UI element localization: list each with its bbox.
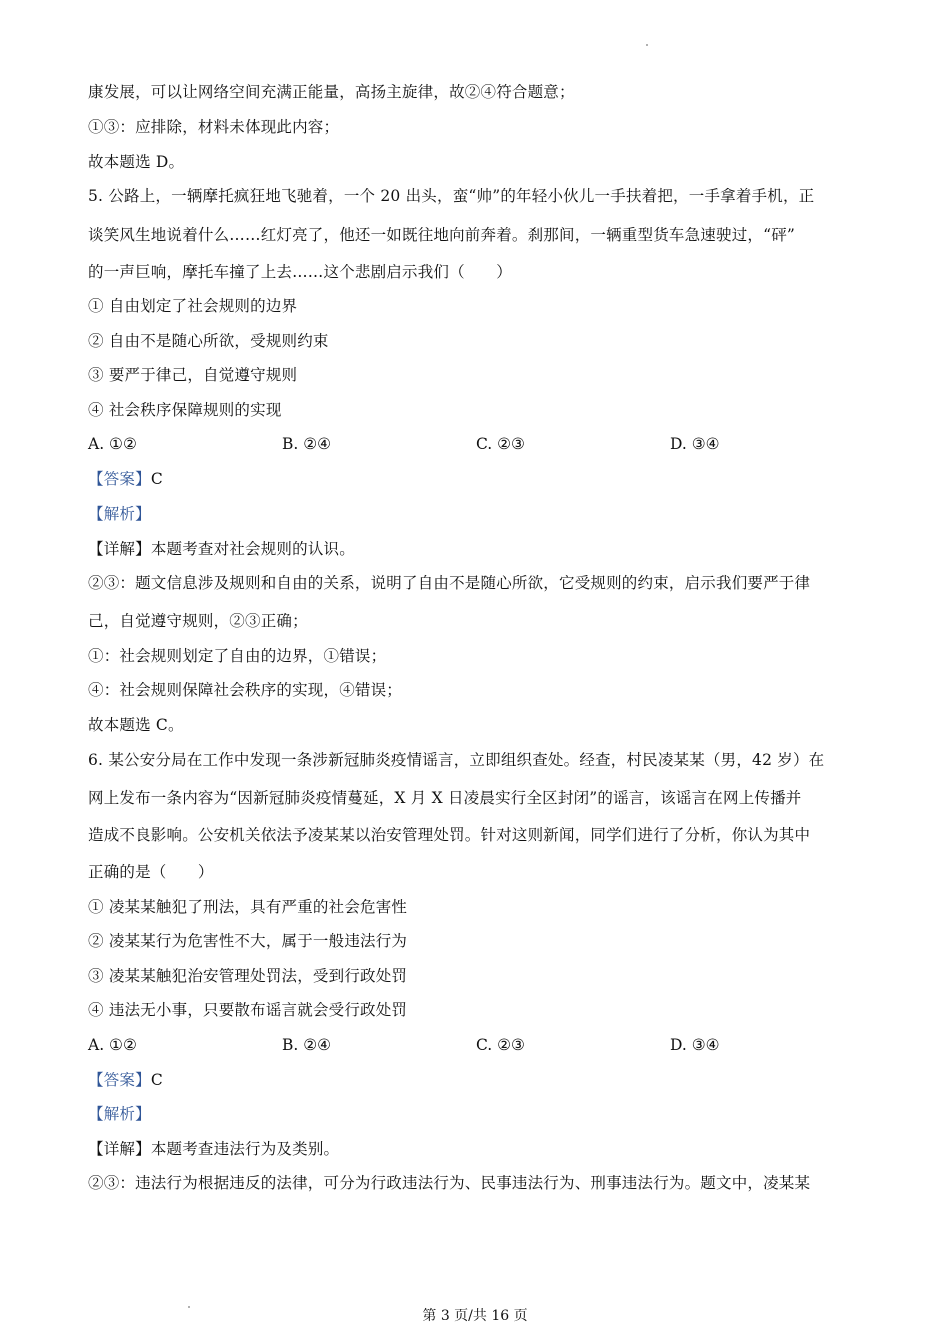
- q5-explain-line: ②③：题文信息涉及规则和自由的关系，说明了自由不是随心所欲，它受规则的约束，启示我们要严于律: [88, 574, 811, 592]
- q6-option-b: B. ②④: [282, 1036, 332, 1054]
- answer-value: C: [150, 470, 163, 488]
- detail-tag: 【详解】: [88, 1140, 151, 1158]
- text-line: 康发展，可以让网络空间充满正能量，高扬主旋律，故②④符合题意；: [88, 83, 575, 101]
- q5-item: ④ 社会秩序保障规则的实现: [88, 401, 282, 419]
- q6-stem-line: 网上发布一条内容为“因新冠肺炎疫情蔓延，X 月 X 日凌晨实行全区封闭”的谣言，该谣言在网上传播并: [88, 789, 802, 807]
- q6-option-c: C. ②③: [476, 1036, 525, 1054]
- q6-answer-line: [88, 1070, 163, 1090]
- answer-tag: 【答案】: [88, 470, 151, 488]
- q5-detail-line: [88, 539, 355, 559]
- q5-explain-line: 己，自觉遵守规则，②③正确；: [88, 612, 308, 630]
- q6-option-d: D. ③④: [670, 1036, 720, 1054]
- text-line: 故本题选 D。: [88, 153, 185, 171]
- q6-item: ① 凌某某触犯了刑法，具有严重的社会危害性: [88, 898, 408, 916]
- q5-explain-line: 故本题选 C。: [88, 716, 184, 734]
- q5-answer-line: [88, 469, 163, 489]
- q5-stem-line: 5. 公路上，一辆摩托疯狂地飞驰着，一个 20 出头，蛮“帅”的年轻小伙儿一手扶着把，一手拿着手机，正: [88, 187, 815, 205]
- q5-explain-line: ①：社会规则划定了自由的边界，①错误；: [88, 647, 387, 665]
- page-footer: 第 3 页/共 16 页: [422, 1308, 528, 1324]
- q5-item: ② 自由不是随心所欲，受规则约束: [88, 332, 329, 350]
- q5-stem-line: 的一声巨响，摩托车撞了上去……这个悲剧启示我们（ ）: [88, 263, 512, 281]
- detail-text: 本题考查违法行为及类别。: [150, 1140, 340, 1158]
- q6-stem-line: 正确的是（ ）: [88, 863, 214, 881]
- text-line: ①③：应排除，材料未体现此内容；: [88, 118, 340, 136]
- analysis-tag: 【解析】: [88, 505, 151, 523]
- q5-option-d: D. ③④: [670, 435, 720, 453]
- answer-tag: 【答案】: [88, 1071, 151, 1089]
- q5-option-a: A. ①②: [88, 435, 137, 453]
- q6-option-a: A. ①②: [88, 1036, 137, 1054]
- q5-explain-line: ④：社会规则保障社会秩序的实现，④错误；: [88, 681, 403, 699]
- q6-item: ④ 违法无小事，只要散布谣言就会受行政处罚: [88, 1001, 408, 1019]
- q5-item: ① 自由划定了社会规则的边界: [88, 297, 298, 315]
- q6-stem-line: 造成不良影响。公安机关依法予凌某某以治安管理处罚。针对这则新闻，同学们进行了分析，你认为其中: [88, 826, 811, 844]
- q5-analysis-line: [88, 504, 151, 524]
- q6-stem-line: 6. 某公安分局在工作中发现一条涉新冠肺炎疫情谣言，立即组织查处。经查，村民凌某某（男，42 岁）在: [88, 751, 825, 769]
- q5-item: ③ 要严于律己，自觉遵守规则: [88, 366, 298, 384]
- q5-stem-line: 谈笑风生地说着什么……红灯亮了，他还一如既往地向前奔着。刹那间，一辆重型货车急速驶过，“砰”: [88, 226, 796, 244]
- detail-tag: 【详解】: [88, 540, 151, 558]
- q6-explain-line: ②③：违法行为根据违反的法律，可分为行政违法行为、民事违法行为、刑事违法行为。题文中，凌某某: [88, 1174, 811, 1192]
- q6-detail-line: [88, 1139, 339, 1159]
- scan-dot-top: [646, 44, 648, 46]
- answer-value: C: [150, 1071, 163, 1089]
- detail-text: 本题考查对社会规则的认识。: [150, 540, 355, 558]
- q6-analysis-line: [88, 1104, 151, 1124]
- q5-option-c: C. ②③: [476, 435, 525, 453]
- q6-item: ② 凌某某行为危害性不大，属于一般违法行为: [88, 932, 408, 950]
- q5-option-b: B. ②④: [282, 435, 332, 453]
- q6-item: ③ 凌某某触犯治安管理处罚法，受到行政处罚: [88, 967, 408, 985]
- analysis-tag: 【解析】: [88, 1105, 151, 1123]
